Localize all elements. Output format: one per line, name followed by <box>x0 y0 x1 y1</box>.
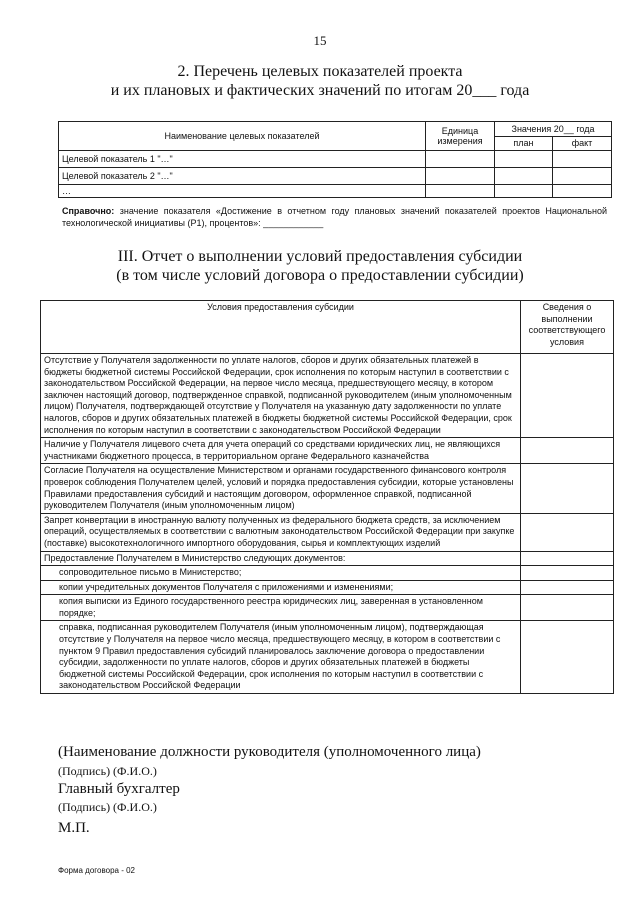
table-row <box>41 621 614 694</box>
section3-title-line1: III. Отчет о выполнении условий предоставления субсидии <box>117 248 523 265</box>
table-row <box>41 551 614 566</box>
reference-note-label: Справочно: <box>62 206 115 216</box>
header-values: Значения 20__ года <box>495 122 612 137</box>
condition-info <box>521 464 614 513</box>
indicator-fact <box>552 168 611 185</box>
document-info <box>521 580 614 595</box>
document-item: копия выписки из Единого государственного реестра юридических лиц, заверенная в установленном порядке; <box>41 595 521 621</box>
indicator-name: Целевой показатель 1 "…" <box>59 151 426 168</box>
condition-text: Запрет конвертации в иностранную валюту полученных из федерального бюджета средств, за исключением операций, осуществляемых в соответствии с валютным законодательством Российской Федерации при закупке (поставке) высокотехнологичного импортного оборудования, сырья и комплектующих изделий <box>41 513 521 551</box>
subsidy-conditions-table <box>40 300 614 694</box>
indicator-fact <box>552 151 611 168</box>
document-info <box>521 621 614 694</box>
indicator-unit <box>426 185 495 198</box>
header-fact: факт <box>552 136 611 151</box>
form-footer: Форма договора - 02 <box>58 866 135 875</box>
condition-text: Отсутствие у Получателя задолженности по уплате налогов, сборов и других обязательных платежей в бюджеты бюджетной системы Российской Федерации, срок исполнения по которым наступил в соответствии с законодательством Российской Федерации, на первое число месяца, предшествующего месяцу, в котором заключен настоящий договор, подтвержденное справкой, подписанной руководителем (иным уполномоченным лицом) Получателя, подтверждающей отсутствие у Получателя на указанную дату задолженности по уплате налогов, сборов и других обязательных платежей в бюджеты бюджетной системы Российской Федерации, срок исполнения по которым наступил в соответствии с законодательством Российской Федерации <box>41 354 521 438</box>
document-item: копии учредительных документов Получателя с приложениями и изменениями; <box>41 580 521 595</box>
accountant-signature-line: (Подпись) (Ф.И.О.) <box>58 800 157 814</box>
section2-title-line1: 2. Перечень целевых показателей проекта <box>177 63 463 80</box>
document-info <box>521 595 614 621</box>
condition-info <box>521 438 614 464</box>
table-row <box>41 354 614 438</box>
indicator-unit <box>426 168 495 185</box>
document-item: сопроводительное письмо в Министерство; <box>41 566 521 581</box>
table-row <box>41 464 614 513</box>
table-row <box>41 438 614 464</box>
condition-info <box>521 551 614 566</box>
stamp-placeholder: М.П. <box>58 820 90 836</box>
indicator-unit <box>426 151 495 168</box>
reference-note-text: значение показателя «Достижение в отчетном году плановых значений показателей проектов Национальной технологической инициативы (P1), процентов»: ____________ <box>62 206 607 228</box>
condition-info <box>521 354 614 438</box>
document-item: справка, подписанная руководителем Получателя (иным уполномоченным лицом), подтверждающая отсутствие у Получателя на первое число месяца, предшествующего месяцу, в котором в соответствии с пунктом 9 Правил предоставления субсидий планировалось заключение договора о предоставлении субсидии, задолженности по уплате налогов, сборов и других обязательных платежей в бюджеты бюджетной системы Российской Федерации, срок исполнения по которым наступил в соответствии с законодательством Российской Федерации <box>41 621 521 694</box>
header-fulfillment-info: Сведения о выполнении соответствующего условия <box>521 301 614 354</box>
condition-text: Согласие Получателя на осуществление Министерством и органами государственного финансового контроля проверок соблюдения Получателем целей, условий и порядка предоставления субсидии, которые установлены Правилами предоставления субсидий и настоящим договором, оформленное справкой, подписанной руководителем Получателя (иным уполномоченным лицом) <box>41 464 521 513</box>
head-position-title: (Наименование должности руководителя (уполномоченного лица) <box>58 744 481 760</box>
section3-title <box>0 247 640 285</box>
table-row <box>41 566 614 581</box>
page-number: 15 <box>313 33 327 48</box>
section2-title-line2: и их плановых и фактических значений по итогам 20___ года <box>110 82 530 99</box>
condition-text: Наличие у Получателя лицевого счета для учета операций со средствами юридических лиц, не являющихся участниками бюджетного процесса, в территориальном органе Федерального казначейства <box>41 438 521 464</box>
table-row <box>59 151 612 168</box>
section3-title-line2: (в том числе условий договора о предоставлении субсидии) <box>116 267 524 284</box>
table-row <box>41 580 614 595</box>
table-row <box>59 185 612 198</box>
header-plan: план <box>495 136 553 151</box>
section2-title <box>0 62 640 100</box>
table-row <box>41 513 614 551</box>
indicator-plan <box>495 185 553 198</box>
table-row <box>59 168 612 185</box>
condition-text: Предоставление Получателем в Министерство следующих документов: <box>41 551 521 566</box>
reference-note <box>62 205 607 229</box>
header-unit: Единица измерения <box>426 122 495 151</box>
indicator-name: Целевой показатель 2 "…" <box>59 168 426 185</box>
indicator-plan <box>495 151 553 168</box>
indicator-name: … <box>59 185 426 198</box>
header-indicator-name: Наименование целевых показателей <box>59 122 426 151</box>
condition-info <box>521 513 614 551</box>
header-conditions: Условия предоставления субсидии <box>41 301 521 354</box>
indicator-fact <box>552 185 611 198</box>
head-signature-line: (Подпись) (Ф.И.О.) <box>58 764 157 778</box>
chief-accountant-title: Главный бухгалтер <box>58 781 180 797</box>
document-info <box>521 566 614 581</box>
table-row <box>41 595 614 621</box>
indicator-plan <box>495 168 553 185</box>
target-indicators-table <box>58 121 612 198</box>
